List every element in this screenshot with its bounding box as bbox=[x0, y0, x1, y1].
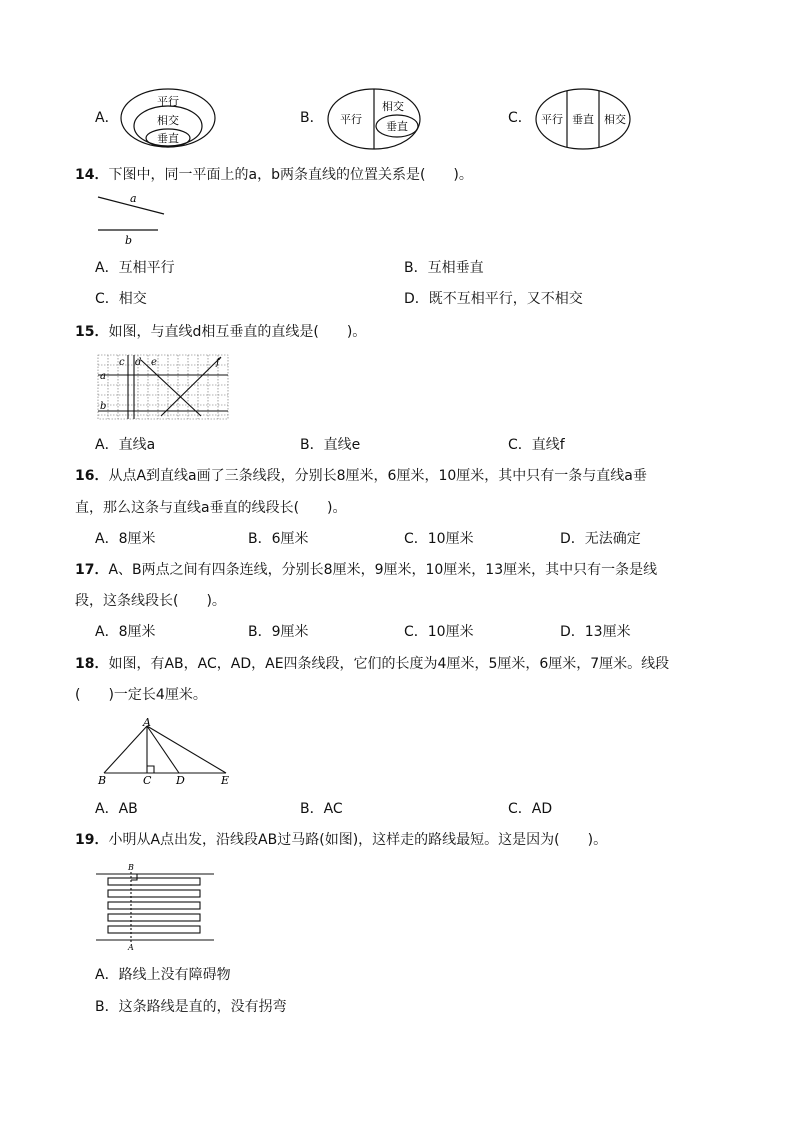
q15-label-e: e bbox=[151, 357, 157, 368]
q14-option-c[interactable]: C．相交 bbox=[95, 291, 147, 307]
q14-text: 下图中，同一平面上的a，b两条直线的位置关系是( )。 bbox=[108, 167, 473, 183]
q13-c-label-parallel: 平行 bbox=[541, 113, 563, 126]
q15-grid-diagram bbox=[97, 354, 231, 422]
q18-number: 18． bbox=[75, 656, 109, 672]
q17-option-a[interactable]: A．8厘米 bbox=[95, 624, 156, 640]
q14-line-a-label: a bbox=[130, 192, 137, 205]
q13-a-label-intersect: 相交 bbox=[157, 114, 179, 127]
q18-stem-line1 bbox=[75, 654, 669, 674]
q15-option-a[interactable]: A．直线a bbox=[95, 437, 156, 453]
q16-option-b[interactable]: B．6厘米 bbox=[248, 531, 309, 547]
q15-label-b: b bbox=[100, 401, 107, 412]
q15-option-c[interactable]: C．直线f bbox=[508, 437, 565, 453]
q15-label-d: d bbox=[135, 357, 142, 368]
q18-option-c[interactable]: C．AD bbox=[508, 801, 553, 817]
q17-stem-line2: 段，这条线段长( )。 bbox=[75, 593, 226, 609]
q13-c-label-perpendicular: 垂直 bbox=[572, 113, 594, 126]
q13-b-label-parallel: 平行 bbox=[340, 113, 362, 126]
q19-option-a[interactable]: A．路线上没有障碍物 bbox=[95, 967, 231, 983]
q14-option-d[interactable]: D．既不互相平行，又不相交 bbox=[404, 291, 583, 307]
q15-text: 如图，与直线d相互垂直的直线是( )。 bbox=[108, 324, 367, 340]
q16-stem-line1 bbox=[75, 466, 647, 486]
q16-option-c[interactable]: C．10厘米 bbox=[404, 531, 474, 547]
q17-option-b[interactable]: B．9厘米 bbox=[248, 624, 309, 640]
q18-text-1: 如图，有AB，AC，AD，AE四条线段，它们的长度为4厘米，5厘米，6厘米，7厘米。线段 bbox=[108, 656, 670, 672]
q13-option-b-diagram bbox=[327, 88, 423, 150]
q18-point-c: C bbox=[143, 774, 152, 787]
q19-text: 小明从A点出发，沿线段AB过马路(如图)，这样走的路线最短。这是因为( )。 bbox=[108, 832, 608, 848]
q15-label-f: f bbox=[216, 357, 220, 368]
q18-option-b[interactable]: B．AC bbox=[300, 801, 343, 817]
q18-point-e: E bbox=[221, 774, 230, 787]
q18-point-a: A bbox=[143, 716, 151, 729]
q15-option-b[interactable]: B．直线e bbox=[300, 437, 361, 453]
q19-number: 19． bbox=[75, 832, 109, 848]
q13-c-label-intersect: 相交 bbox=[604, 113, 626, 126]
q16-number: 16． bbox=[75, 468, 109, 484]
q17-number: 17． bbox=[75, 562, 109, 578]
q17-option-c[interactable]: C．10厘米 bbox=[404, 624, 474, 640]
q18-point-d: D bbox=[176, 774, 185, 787]
q17-text-1: A、B两点之间有四条连线，分别长8厘米，9厘米，10厘米，13厘米，其中只有一条是线 bbox=[108, 562, 658, 578]
q19-stem bbox=[75, 830, 607, 850]
q16-option-d[interactable]: D．无法确定 bbox=[560, 531, 641, 547]
q18-stem-line2: ( )一定长4厘米。 bbox=[75, 687, 207, 703]
q16-text-1: 从点A到直线a画了三条线段，分别长8厘米，6厘米，10厘米，其中只有一条与直线a垂 bbox=[108, 468, 647, 484]
q13-option-c-diagram bbox=[535, 88, 633, 150]
q18-option-a[interactable]: A．AB bbox=[95, 801, 138, 817]
q13-a-label-perpendicular: 垂直 bbox=[157, 132, 179, 145]
q13-option-a-diagram bbox=[120, 88, 220, 150]
q14-line-b-label: b bbox=[125, 234, 133, 247]
q16-option-a[interactable]: A．8厘米 bbox=[95, 531, 156, 547]
q19-point-a: A bbox=[128, 943, 134, 952]
q13-option-c-letter: C． bbox=[508, 110, 532, 126]
q18-triangle-diagram bbox=[96, 716, 236, 788]
q13-b-label-perpendicular: 垂直 bbox=[386, 120, 408, 133]
q15-label-a: a bbox=[100, 371, 106, 382]
q19-point-b: B bbox=[128, 863, 134, 872]
q15-stem bbox=[75, 322, 366, 342]
q13-option-b-letter: B． bbox=[300, 110, 324, 126]
q19-option-b[interactable]: B．这条路线是直的，没有拐弯 bbox=[95, 999, 287, 1015]
q13-option-a-letter: A． bbox=[95, 110, 119, 126]
q18-point-b: B bbox=[98, 774, 107, 787]
q13-a-label-parallel: 平行 bbox=[157, 95, 179, 108]
q17-option-d[interactable]: D．13厘米 bbox=[560, 624, 631, 640]
q14-diagram bbox=[96, 192, 168, 246]
q14-stem bbox=[75, 165, 473, 185]
q15-label-c: c bbox=[119, 357, 125, 368]
q14-number: 14． bbox=[75, 167, 109, 183]
q14-option-b[interactable]: B．互相垂直 bbox=[404, 260, 484, 276]
q14-option-a[interactable]: A．互相平行 bbox=[95, 260, 175, 276]
q17-stem-line1 bbox=[75, 560, 657, 580]
q19-crosswalk-diagram bbox=[96, 862, 218, 952]
q15-number: 15． bbox=[75, 324, 109, 340]
q13-b-label-intersect: 相交 bbox=[382, 100, 404, 113]
q16-stem-line2: 直，那么这条与直线a垂直的线段长( )。 bbox=[75, 500, 347, 516]
